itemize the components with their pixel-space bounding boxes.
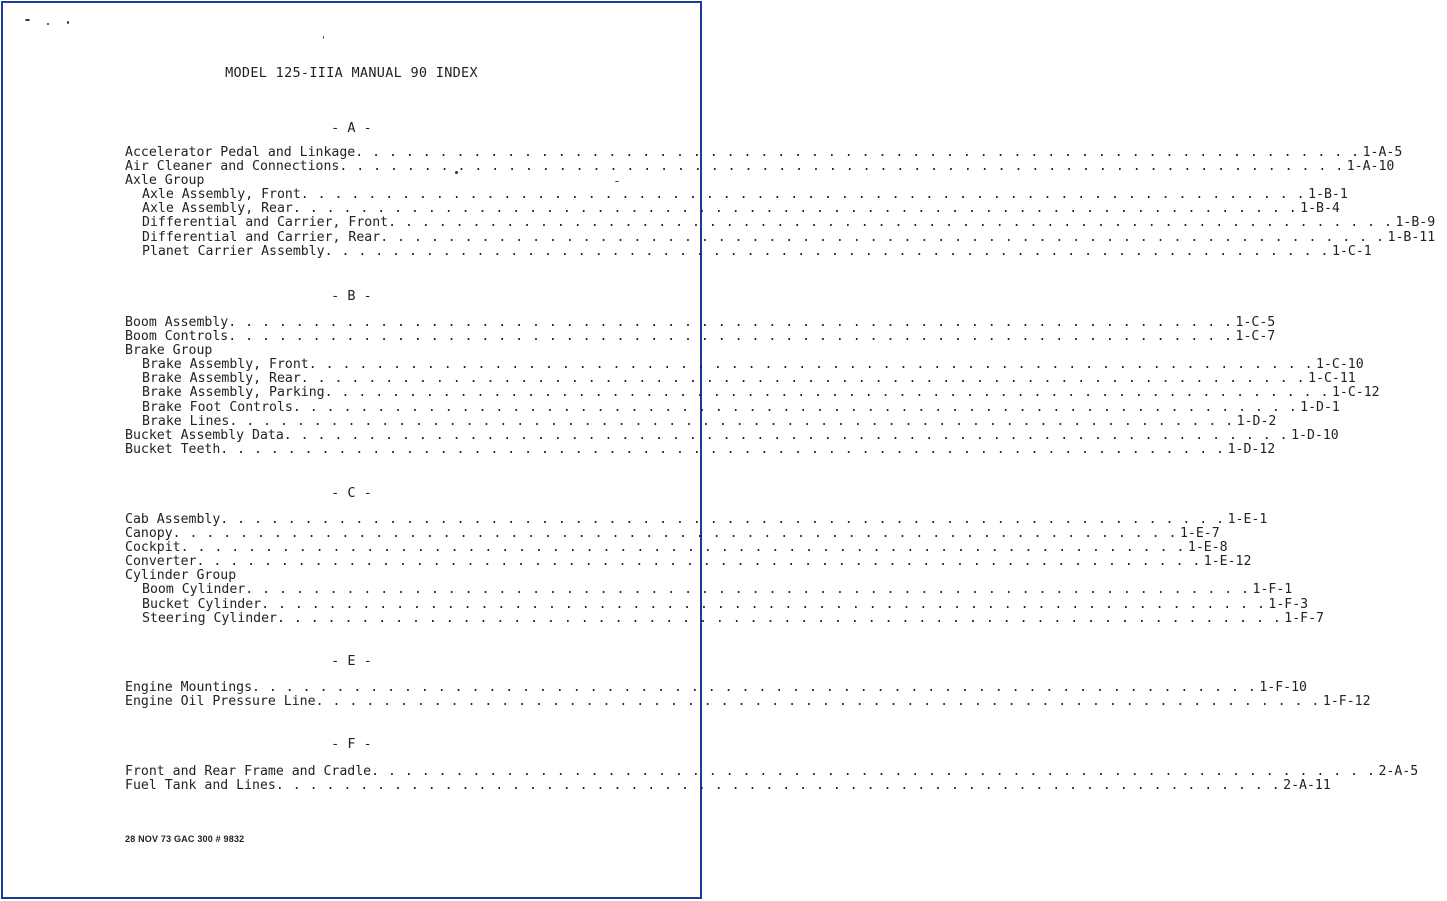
index-entry [125,680,1307,695]
index-entry [125,329,1276,345]
index-entry [125,512,1268,527]
entry-label: Axle Group [125,173,205,189]
section-heading-e: - E - [331,653,372,669]
section-heading-a: - A - [331,120,372,136]
entry-page-number: 1-F-7 [1284,610,1324,626]
section-list-a [125,145,1436,259]
dot-leader: . . . . . . . . . . . . . . . . . . . . . . . . . . . . . . . . . . . . . . . . . . . . . . . . . . . . . . . . . . . . [380,229,1385,245]
entry-label: Cylinder Group [125,568,237,584]
entry-page-number: 1-C-1 [1331,243,1372,259]
entry-label: Converter [125,554,197,570]
index-entry [125,385,1380,401]
entry-page-number: 1-E-1 [1227,512,1268,527]
index-entry [125,441,1276,457]
dot-leader: . . . . . . . . . . . . . . . . . . . . . . . . . . . . . . . . . . . . . . . . . . . . . . . . . . . . . . . . . . . . [315,694,1320,710]
dot-leader: . . . . . . . . . . . . . . . . . . . . . . . . . . . . . . . . . . . . . . . . . . . . . . . . . . . . . . . . . . . . [276,610,1282,626]
index-entry [125,357,1364,373]
entry-label: Front and Rear Frame and Cradle [125,764,372,779]
entry-label: Bucket Cylinder [142,596,262,612]
entry-page-number: 1-A-10 [1346,159,1395,175]
dot-leader: . . . . . . . . . . . . . . . . . . . . . . . . . . . . . . . . . . . . . . . . . . . . . . . . . . . . . . . . . . . . [355,145,1360,160]
section-list-c [125,512,1324,626]
entry-label: Cab Assembly [125,512,221,527]
dot-leader: . . . . . . . . . . . . . . . . . . . . . . . . . . . . . . . . . . . . . . . . . . . . . . . . . . . . . . . . . . . . [275,778,1281,794]
index-entry [125,243,1372,259]
index-entry [125,582,1293,598]
dot-leader: . . . . . . . . . . . . . . . . . . . . . . . . . . . . . . . . . . . . . . . . . . . . . . . . . . . . . . . . . . . . [292,399,1298,415]
index-entry [125,596,1309,612]
section-heading-b: - B - [331,288,372,304]
section-list-b [125,315,1380,457]
entry-label: Engine Oil Pressure Line [125,694,316,710]
footer-stamp: 28 NOV 73 GAC 300 # 9832 [125,834,245,844]
entry-label: Differential and Carrier, Front [142,215,389,231]
entry-page-number: 1-B-9 [1395,215,1436,231]
entry-page-number: 1-F-12 [1322,694,1371,710]
entry-label: Boom Controls [125,329,229,345]
entry-page-number: 1-C-11 [1308,371,1356,387]
entry-label: Brake Assembly, Rear [142,371,301,387]
entry-page-number: 1-C-7 [1235,329,1276,345]
dot-leader: . . . . . . . . . . . . . . . . . . . . . . . . . . . . . . . . . . . . . . . . . . . . . . . . . . . . . . . . . . . . [180,540,1185,556]
entry-page-number: 1-D-1 [1300,399,1340,415]
document-page [1,1,1436,899]
entry-page-number: 1-D-12 [1227,441,1276,457]
entry-page-number: 1-E-8 [1187,540,1228,556]
entry-label: Brake Foot Controls [142,399,293,415]
scan-speck [323,36,324,39]
scan-speck [67,21,69,24]
index-group-heading [125,174,605,188]
dot-leader: . . . . . . . . . . . . . . . . . . . . . . . . . . . . . . . . . . . . . . . . . . . . . . . . . . . . . . . . . . . . [300,187,1306,203]
entry-page-number: 1-A-5 [1362,145,1403,160]
entry-label: Air Cleaner and Connections [125,159,340,175]
index-entry [125,371,1356,387]
entry-label: Brake Assembly, Front [142,357,309,373]
index-entry [125,187,1348,203]
dot-leader: . . . . . . . . . . . . . . . . . . . . . . . . . . . . . . . . . . . . . . . . . . . . . . . . . . . . . . . . . . . . [388,215,1393,231]
entry-label: Boom Cylinder [142,582,246,598]
dot-leader: . . . . . . . . . . . . . . . . . . . . . . . . . . . . . . . . . . . . . . . . . . . . . . . . . . . . . . . . . . . . [245,582,1250,598]
section-heading-c: - C - [331,485,372,501]
entry-page-number: 1-F-3 [1268,596,1309,612]
entry-label: Planet Carrier Assembly [142,243,325,259]
dot-leader: . . . . . . . . . . . . . . . . . . . . . . . . . . . . . . . . . . . . . . . . . . . . . . . . . . . . . . . . . . . . [220,512,1225,527]
index-entry [125,159,1395,175]
index-entry [125,526,1220,542]
entry-page-number: 2-A-5 [1378,764,1419,779]
entry-page-number: 1-B-4 [1300,201,1340,217]
dot-leader: . . . . . . . . . . . . . . . . . . . . . . . . . . . . . . . . . . . . . . . . . . . . . . . . . . . . . . . . . . . . [261,596,1266,612]
dot-leader: . . . . . . . . . . . . . . . . . . . . . . . . . . . . . . . . . . . . . . . . . . . . . . . . . . . . . . . . . . . . [172,526,1177,542]
dot-leader: . . . . . . . . . . . . . . . . . . . . . . . . . . . . . . . . . . . . . . . . . . . . . . . . . . . . . . . . . . . . [283,427,1289,443]
dot-leader: . . . . . . . . . . . . . . . . . . . . . . . . . . . . . . . . . . . . . . . . . . . . . . . . . . . . . . . . . . . . [324,243,1329,259]
index-group-heading [125,344,605,358]
dot-leader: . . . . . . . . . . . . . . . . . . . . . . . . . . . . . . . . . . . . . . . . . . . . . . . . . . . . . . . . . . . . [300,371,1306,387]
section-list-e [125,680,1371,710]
entry-label: Accelerator Pedal and Linkage [125,145,356,160]
dot-leader: . . . . . . . . . . . . . . . . . . . . . . . . . . . . . . . . . . . . . . . . . . . . . . . . . . . . . . . . . . . . [324,385,1329,401]
entry-label: Boom Assembly [125,315,229,330]
section-heading-f: - F - [331,736,372,752]
index-entry [125,778,1331,794]
index-entry [125,399,1340,415]
dot-leader: . . . . . . . . . . . . . . . . . . . . . . . . . . . . . . . . . . . . . . . . . . . . . . . . . . . . . . . . . . . . [229,413,1234,429]
index-entry [125,413,1277,429]
section-list-f [125,764,1419,794]
dot-leader: . . . . . . . . . . . . . . . . . . . . . . . . . . . . . . . . . . . . . . . . . . . . . . . . . . . . . . . . . . . . [220,441,1225,457]
entry-label: Axle Assembly, Front [142,187,301,203]
index-entry [125,215,1436,231]
entry-label: Steering Cylinder [142,610,277,626]
dot-leader: . . . . . . . . . . . . . . . . . . . . . . . . . . . . . . . . . . . . . . . . . . . . . . . . . . . . . . . . . . . . [371,764,1376,779]
entry-page-number: 1-D-10 [1291,427,1339,443]
entry-page-number: 1-E-7 [1179,526,1220,542]
dot-leader: . . . . . . . . . . . . . . . . . . . . . . . . . . . . . . . . . . . . . . . . . . . . . . . . . . . . . . . . . . . . [292,201,1298,217]
entry-label: Axle Assembly, Rear [142,201,293,217]
entry-page-number: 1-C-5 [1235,315,1276,330]
scan-speck [25,19,30,21]
index-entry [125,764,1419,779]
entry-page-number: 2-A-11 [1283,778,1331,794]
scan-speck [47,23,49,25]
entry-page-number: 1-F-1 [1252,582,1293,598]
index-entry [125,554,1252,570]
entry-page-number: 1-C-10 [1316,357,1364,373]
entry-page-number: 1-B-1 [1308,187,1348,203]
index-entry [125,427,1339,443]
index-entry [125,315,1276,330]
entry-label: Fuel Tank and Lines [125,778,276,794]
index-entry [125,610,1324,626]
entry-page-number: 1-E-12 [1203,554,1252,570]
entry-label: Cockpit [125,540,181,556]
dot-leader: . . . . . . . . . . . . . . . . . . . . . . . . . . . . . . . . . . . . . . . . . . . . . . . . . . . . . . . . . . . . [339,159,1344,175]
index-entry [125,694,1371,710]
dot-leader: . . . . . . . . . . . . . . . . . . . . . . . . . . . . . . . . . . . . . . . . . . . . . . . . . . . . . . . . . . . . [228,329,1233,345]
entry-label: Bucket Assembly Data [125,427,284,443]
entry-label: Bucket Teeth [125,441,221,457]
entry-page-number: 1-B-11 [1387,229,1436,245]
entry-page-number: 1-C-12 [1331,385,1380,401]
entry-label: Brake Group [125,343,213,359]
index-entry [125,145,1403,160]
index-entry [125,201,1340,217]
entry-page-number: 1-F-10 [1259,680,1307,695]
index-entry [125,540,1228,556]
index-group-heading [125,569,605,583]
dot-leader: . . . . . . . . . . . . . . . . . . . . . . . . . . . . . . . . . . . . . . . . . . . . . . . . . . . . . . . . . . . . [308,357,1314,373]
entry-label: Brake Assembly, Parking [142,385,325,401]
dot-leader: . . . . . . . . . . . . . . . . . . . . . . . . . . . . . . . . . . . . . . . . . . . . . . . . . . . . . . . . . . . . [228,315,1233,330]
entry-page-number: 1-D-2 [1236,413,1277,429]
dot-leader: . . . . . . . . . . . . . . . . . . . . . . . . . . . . . . . . . . . . . . . . . . . . . . . . . . . . . . . . . . . . [252,680,1257,695]
entry-label: Engine Mountings [125,680,253,695]
page-title: MODEL 125-IIIA MANUAL 90 INDEX [225,65,478,81]
dot-leader: . . . . . . . . . . . . . . . . . . . . . . . . . . . . . . . . . . . . . . . . . . . . . . . . . . . . . . . . . . . . [196,554,1201,570]
scan-speck [615,181,619,182]
entry-label: Differential and Carrier, Rear [142,229,381,245]
index-entry [125,229,1436,245]
entry-label: Canopy [125,526,173,542]
entry-label: Brake Lines [142,413,230,429]
